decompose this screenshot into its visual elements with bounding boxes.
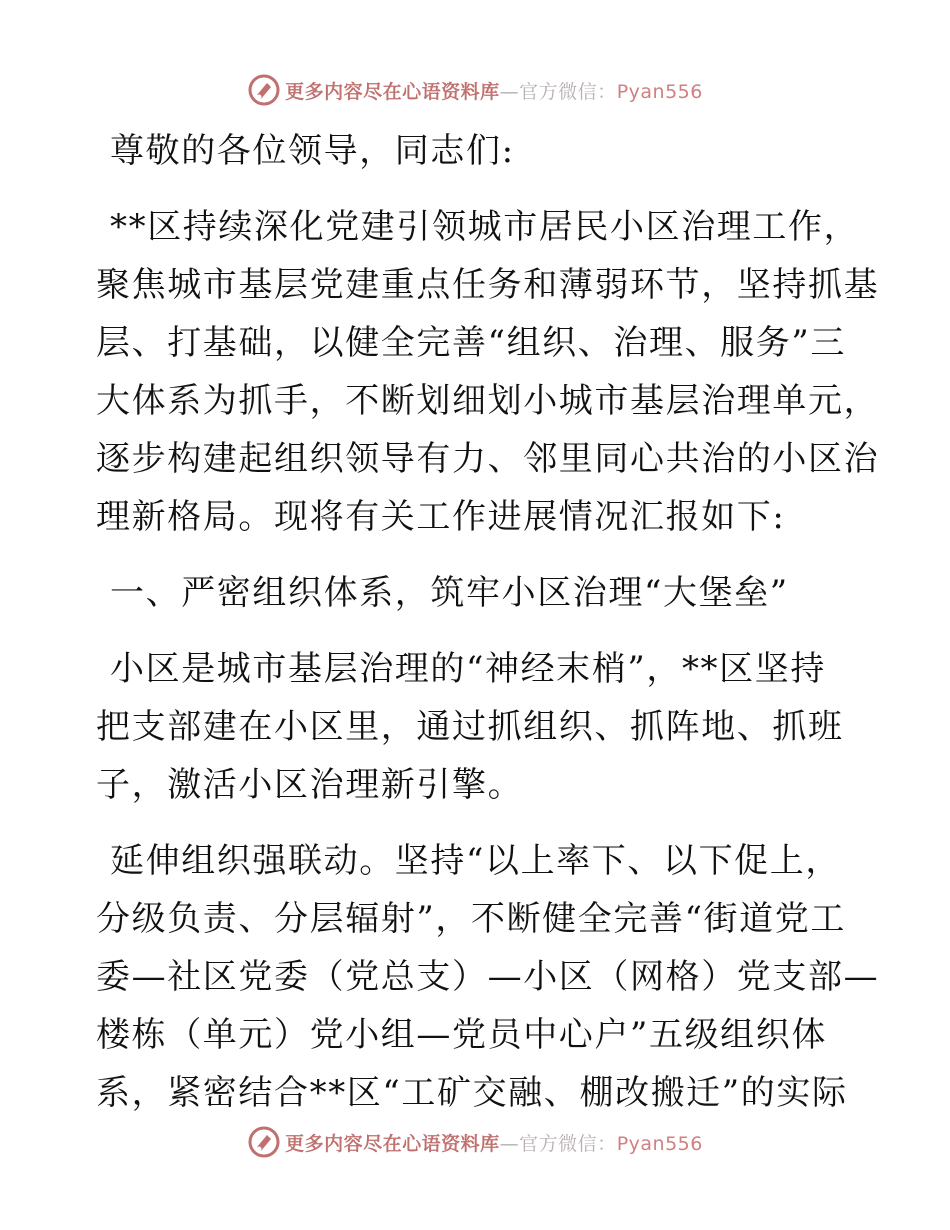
body-paragraph [96, 640, 856, 814]
watermark-separator: — [499, 80, 520, 103]
salutation [96, 122, 856, 180]
watermark-text [285, 1129, 703, 1156]
text-line: 子，激活小区治理新引擎。 [96, 765, 524, 805]
text-line: 小区是城市基层治理的“神经末梢”，**区坚持 [110, 649, 826, 689]
logo-icon [247, 73, 281, 107]
text-line: **区持续深化党建引领城市居民小区治理工作， [110, 207, 860, 247]
text-line: 大体系为抓手，不断划细划小城市基层治理单元， [96, 381, 880, 421]
watermark-bottom [0, 1124, 950, 1160]
watermark-text [285, 77, 703, 104]
watermark-brand: 更多内容尽在心语资料库 [285, 80, 500, 103]
text-line: 层、打基础，以健全完善“组织、治理、服务”三 [96, 323, 846, 363]
watermark-top [0, 72, 950, 108]
body-paragraph [96, 832, 880, 1122]
watermark-id: Pyan556 [616, 80, 703, 103]
text-line: 楼栋（单元）党小组—党员中心户”五级组织体 [96, 1015, 827, 1055]
text-line: 延伸组织强联动。坚持“以上率下、以下促上， [110, 841, 841, 881]
document-body [96, 122, 880, 1140]
section-heading [96, 564, 856, 622]
text-line: 尊敬的各位领导，同志们: [110, 131, 515, 171]
text-line: 系，紧密结合**区“工矿交融、棚改搬迁”的实际 [96, 1073, 848, 1113]
text-line: 逐步构建起组织领导有力、邻里同心共治的小区治 [96, 439, 880, 479]
watermark-separator: — [499, 1132, 520, 1155]
text-line: 把支部建在小区里，通过抓组织、抓阵地、抓班 [96, 707, 844, 747]
text-line: 委—社区党委（党总支）—小区（网格）党支部— [96, 957, 880, 997]
logo-icon [247, 1125, 281, 1159]
intro-paragraph [96, 198, 880, 546]
text-line: 分级负责、分层辐射”，不断健全完善“街道党工 [96, 899, 846, 939]
watermark-wechat: 官方微信： [519, 80, 617, 103]
watermark-brand: 更多内容尽在心语资料库 [285, 1132, 500, 1155]
watermark-wechat: 官方微信： [519, 1132, 617, 1155]
text-line: 一、严密组织体系，筑牢小区治理“大堡垒” [110, 573, 789, 613]
watermark-id: Pyan556 [616, 1132, 703, 1155]
text-line: 理新格局。现将有关工作进展情况汇报如下: [96, 497, 786, 537]
text-line: 聚焦城市基层党建重点任务和薄弱环节，坚持抓基 [96, 265, 880, 305]
